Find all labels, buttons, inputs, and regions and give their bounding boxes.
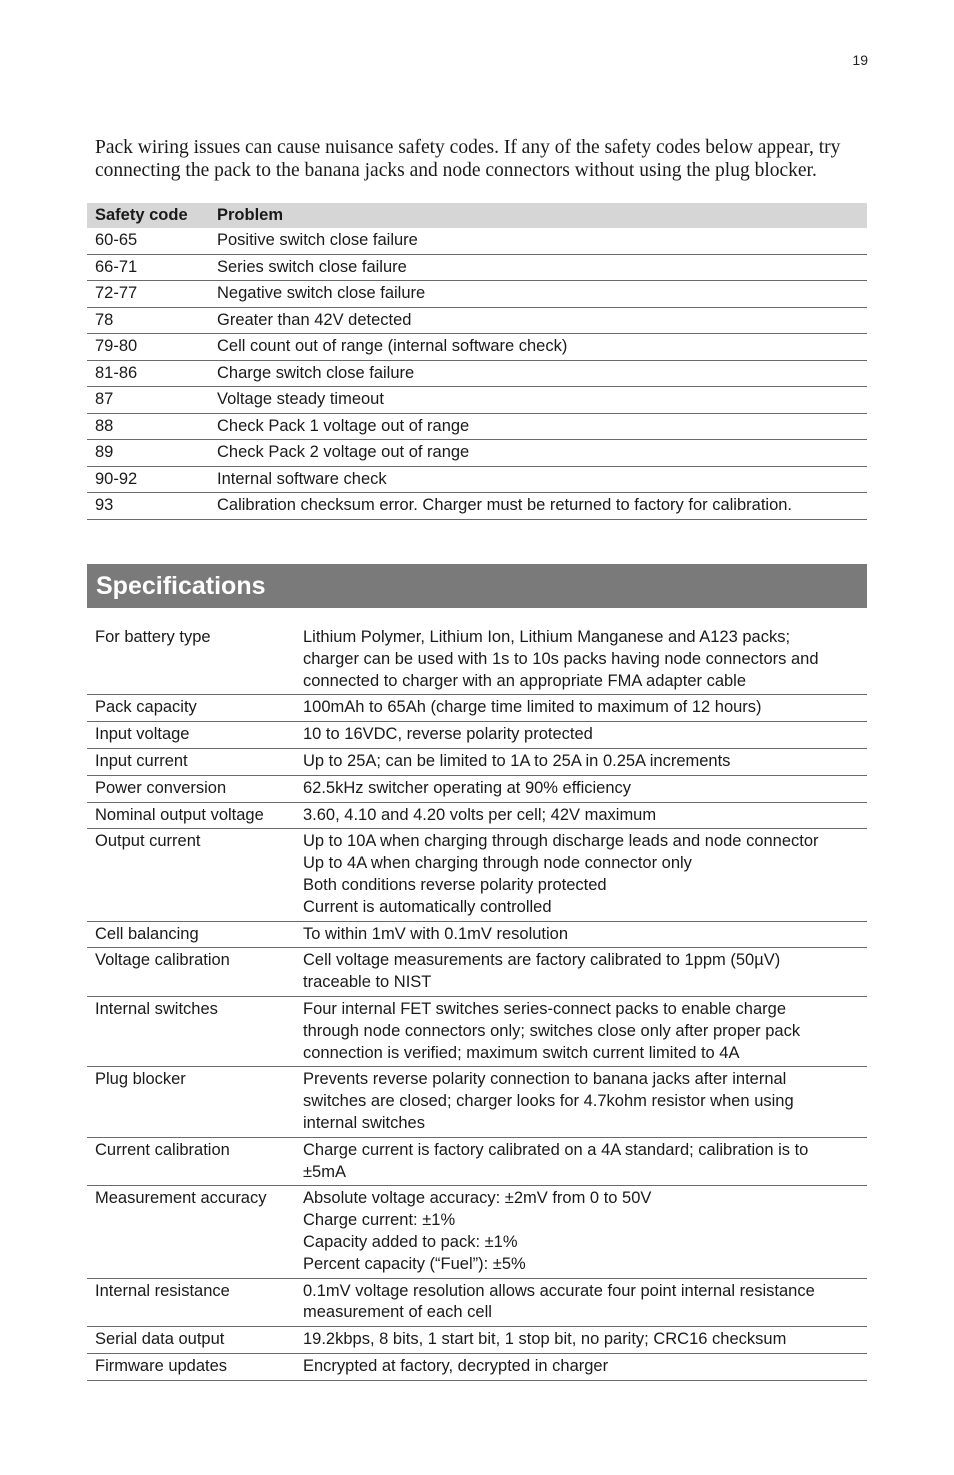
spec-label: Nominal output voltage (87, 802, 295, 829)
problem-cell: Charge switch close failure (209, 360, 867, 387)
spec-value (295, 921, 867, 948)
spec-label: Current calibration (87, 1137, 295, 1186)
problem-cell: Cell count out of range (internal software check) (209, 334, 867, 361)
spec-value-line: connection is verified; maximum switch current limited to 4A (303, 1043, 740, 1062)
page-number: 19 (852, 52, 868, 68)
spec-value (295, 1327, 867, 1354)
problem-cell: Check Pack 2 voltage out of range (209, 440, 867, 467)
spec-value-line: Absolute voltage accuracy: ±2mV from 0 to 50V (303, 1189, 652, 1208)
spec-value-line: Encrypted at factory, decrypted in charger (303, 1356, 609, 1375)
safety-code-cell: 72-77 (87, 281, 209, 308)
safety-code-cell: 66-71 (87, 254, 209, 281)
table-row (87, 1278, 867, 1327)
spec-label: For battery type (87, 625, 295, 695)
spec-value-line: 62.5kHz switcher operating at 90% efficiency (303, 778, 632, 797)
column-header-problem: Problem (209, 203, 867, 228)
spec-label: Output current (87, 829, 295, 921)
problem-cell: Internal software check (209, 466, 867, 493)
spec-value-line: To within 1mV with 0.1mV resolution (303, 924, 569, 943)
table-row (87, 695, 867, 722)
spec-label: Internal switches (87, 996, 295, 1066)
table-row (87, 281, 867, 308)
spec-value (295, 948, 867, 997)
problem-cell: Positive switch close failure (209, 228, 867, 254)
spec-value (295, 1067, 867, 1137)
spec-value-line: 3.60, 4.10 and 4.20 volts per cell; 42V maximum (303, 805, 657, 824)
safety-code-header-row (87, 203, 867, 228)
table-row (87, 748, 867, 775)
spec-label: Measurement accuracy (87, 1186, 295, 1278)
problem-cell: Negative switch close failure (209, 281, 867, 308)
safety-code-cell: 60-65 (87, 228, 209, 254)
spec-label: Voltage calibration (87, 948, 295, 997)
spec-value-line: Charge current is factory calibrated on a 4A standard; calibration is to (303, 1140, 809, 1159)
spec-value (295, 748, 867, 775)
spec-label: Input voltage (87, 722, 295, 749)
safety-code-cell: 78 (87, 307, 209, 334)
table-row (87, 413, 867, 440)
table-row (87, 996, 867, 1066)
problem-cell: Check Pack 1 voltage out of range (209, 413, 867, 440)
table-row (87, 1327, 867, 1354)
spec-value-line: through node connectors only; switches close only after proper pack (303, 1021, 801, 1040)
specifications-table (87, 625, 867, 1381)
safety-code-cell: 79-80 (87, 334, 209, 361)
column-header-safety-code: Safety code (87, 203, 209, 228)
spec-value-line: charger can be used with 1s to 10s packs having node connectors and (303, 649, 819, 668)
spec-value (295, 1137, 867, 1186)
specifications-heading: Specifications (87, 564, 867, 608)
safety-code-cell: 88 (87, 413, 209, 440)
table-row (87, 440, 867, 467)
spec-value (295, 775, 867, 802)
spec-label: Pack capacity (87, 695, 295, 722)
spec-label: Cell balancing (87, 921, 295, 948)
table-row (87, 1186, 867, 1278)
intro-text: Pack wiring issues can cause nuisance safety codes. If any of the safety codes below appear, try connecting the pack to the banana jacks and node connectors without using the plug blocker. (95, 137, 841, 181)
table-row (87, 1353, 867, 1380)
spec-value (295, 996, 867, 1066)
spec-value-line: Current is automatically controlled (303, 897, 552, 916)
spec-value-line: Four internal FET switches series-connect packs to enable charge (303, 999, 787, 1018)
problem-cell: Voltage steady timeout (209, 387, 867, 414)
table-row (87, 1067, 867, 1137)
spec-value-line: traceable to NIST (303, 973, 432, 992)
table-row (87, 493, 867, 520)
spec-value-line: Up to 25A; can be limited to 1A to 25A in 0.25A increments (303, 751, 731, 770)
spec-value-line: Percent capacity (“Fuel”): ±5% (303, 1254, 526, 1273)
table-row (87, 775, 867, 802)
spec-value (295, 802, 867, 829)
spec-value-line: Charge current: ±1% (303, 1211, 456, 1230)
table-row (87, 228, 867, 254)
spec-value-line: measurement of each cell (303, 1303, 492, 1322)
spec-value (295, 829, 867, 921)
spec-value-line: 100mAh to 65Ah (charge time limited to maximum of 12 hours) (303, 698, 762, 717)
spec-value (295, 695, 867, 722)
spec-label: Input current (87, 748, 295, 775)
spec-value (295, 1278, 867, 1327)
safety-code-cell: 89 (87, 440, 209, 467)
spec-value-line: internal switches (303, 1113, 425, 1132)
spec-label: Serial data output (87, 1327, 295, 1354)
table-row (87, 802, 867, 829)
safety-code-cell: 90-92 (87, 466, 209, 493)
safety-code-table (87, 203, 867, 520)
table-row (87, 307, 867, 334)
spec-value (295, 722, 867, 749)
problem-cell: Calibration checksum error. Charger must be returned to factory for calibration. (209, 493, 867, 520)
spec-value-line: Up to 10A when charging through discharge leads and node connector (303, 832, 819, 851)
spec-value-line: Up to 4A when charging through node connector only (303, 854, 692, 873)
spec-value-line: 19.2kbps, 8 bits, 1 start bit, 1 stop bit, no parity; CRC16 checksum (303, 1330, 787, 1349)
spec-label: Plug blocker (87, 1067, 295, 1137)
spec-value-line: Lithium Polymer, Lithium Ion, Lithium Manganese and A123 packs; (303, 628, 791, 646)
table-row (87, 829, 867, 921)
spec-value-line: Cell voltage measurements are factory calibrated to 1ppm (50µV) (303, 951, 781, 970)
spec-value-line: Prevents reverse polarity connection to banana jacks after internal (303, 1070, 787, 1089)
spec-value-line: 10 to 16VDC, reverse polarity protected (303, 725, 593, 744)
table-row (87, 948, 867, 997)
table-row (87, 466, 867, 493)
table-row (87, 254, 867, 281)
table-row (87, 334, 867, 361)
spec-value (295, 1353, 867, 1380)
spec-value-line: connected to charger with an appropriate FMA adapter cable (303, 671, 747, 690)
safety-code-cell: 81-86 (87, 360, 209, 387)
intro-paragraph (95, 136, 870, 182)
spec-value (295, 625, 867, 695)
table-row (87, 722, 867, 749)
spec-value-line: Capacity added to pack: ±1% (303, 1232, 518, 1251)
spec-label: Power conversion (87, 775, 295, 802)
spec-value-line: 0.1mV voltage resolution allows accurate four point internal resistance (303, 1281, 815, 1300)
table-row (87, 625, 867, 695)
spec-value-line: switches are closed; charger looks for 4.7kohm resistor when using (303, 1092, 794, 1111)
table-row (87, 921, 867, 948)
table-row (87, 360, 867, 387)
spec-value-line: Both conditions reverse polarity protected (303, 875, 607, 894)
problem-cell: Greater than 42V detected (209, 307, 867, 334)
table-row (87, 387, 867, 414)
spec-label: Internal resistance (87, 1278, 295, 1327)
safety-code-cell: 93 (87, 493, 209, 520)
spec-value-line: ±5mA (303, 1162, 346, 1181)
problem-cell: Series switch close failure (209, 254, 867, 281)
spec-value (295, 1186, 867, 1278)
spec-label: Firmware updates (87, 1353, 295, 1380)
safety-code-cell: 87 (87, 387, 209, 414)
table-row (87, 1137, 867, 1186)
